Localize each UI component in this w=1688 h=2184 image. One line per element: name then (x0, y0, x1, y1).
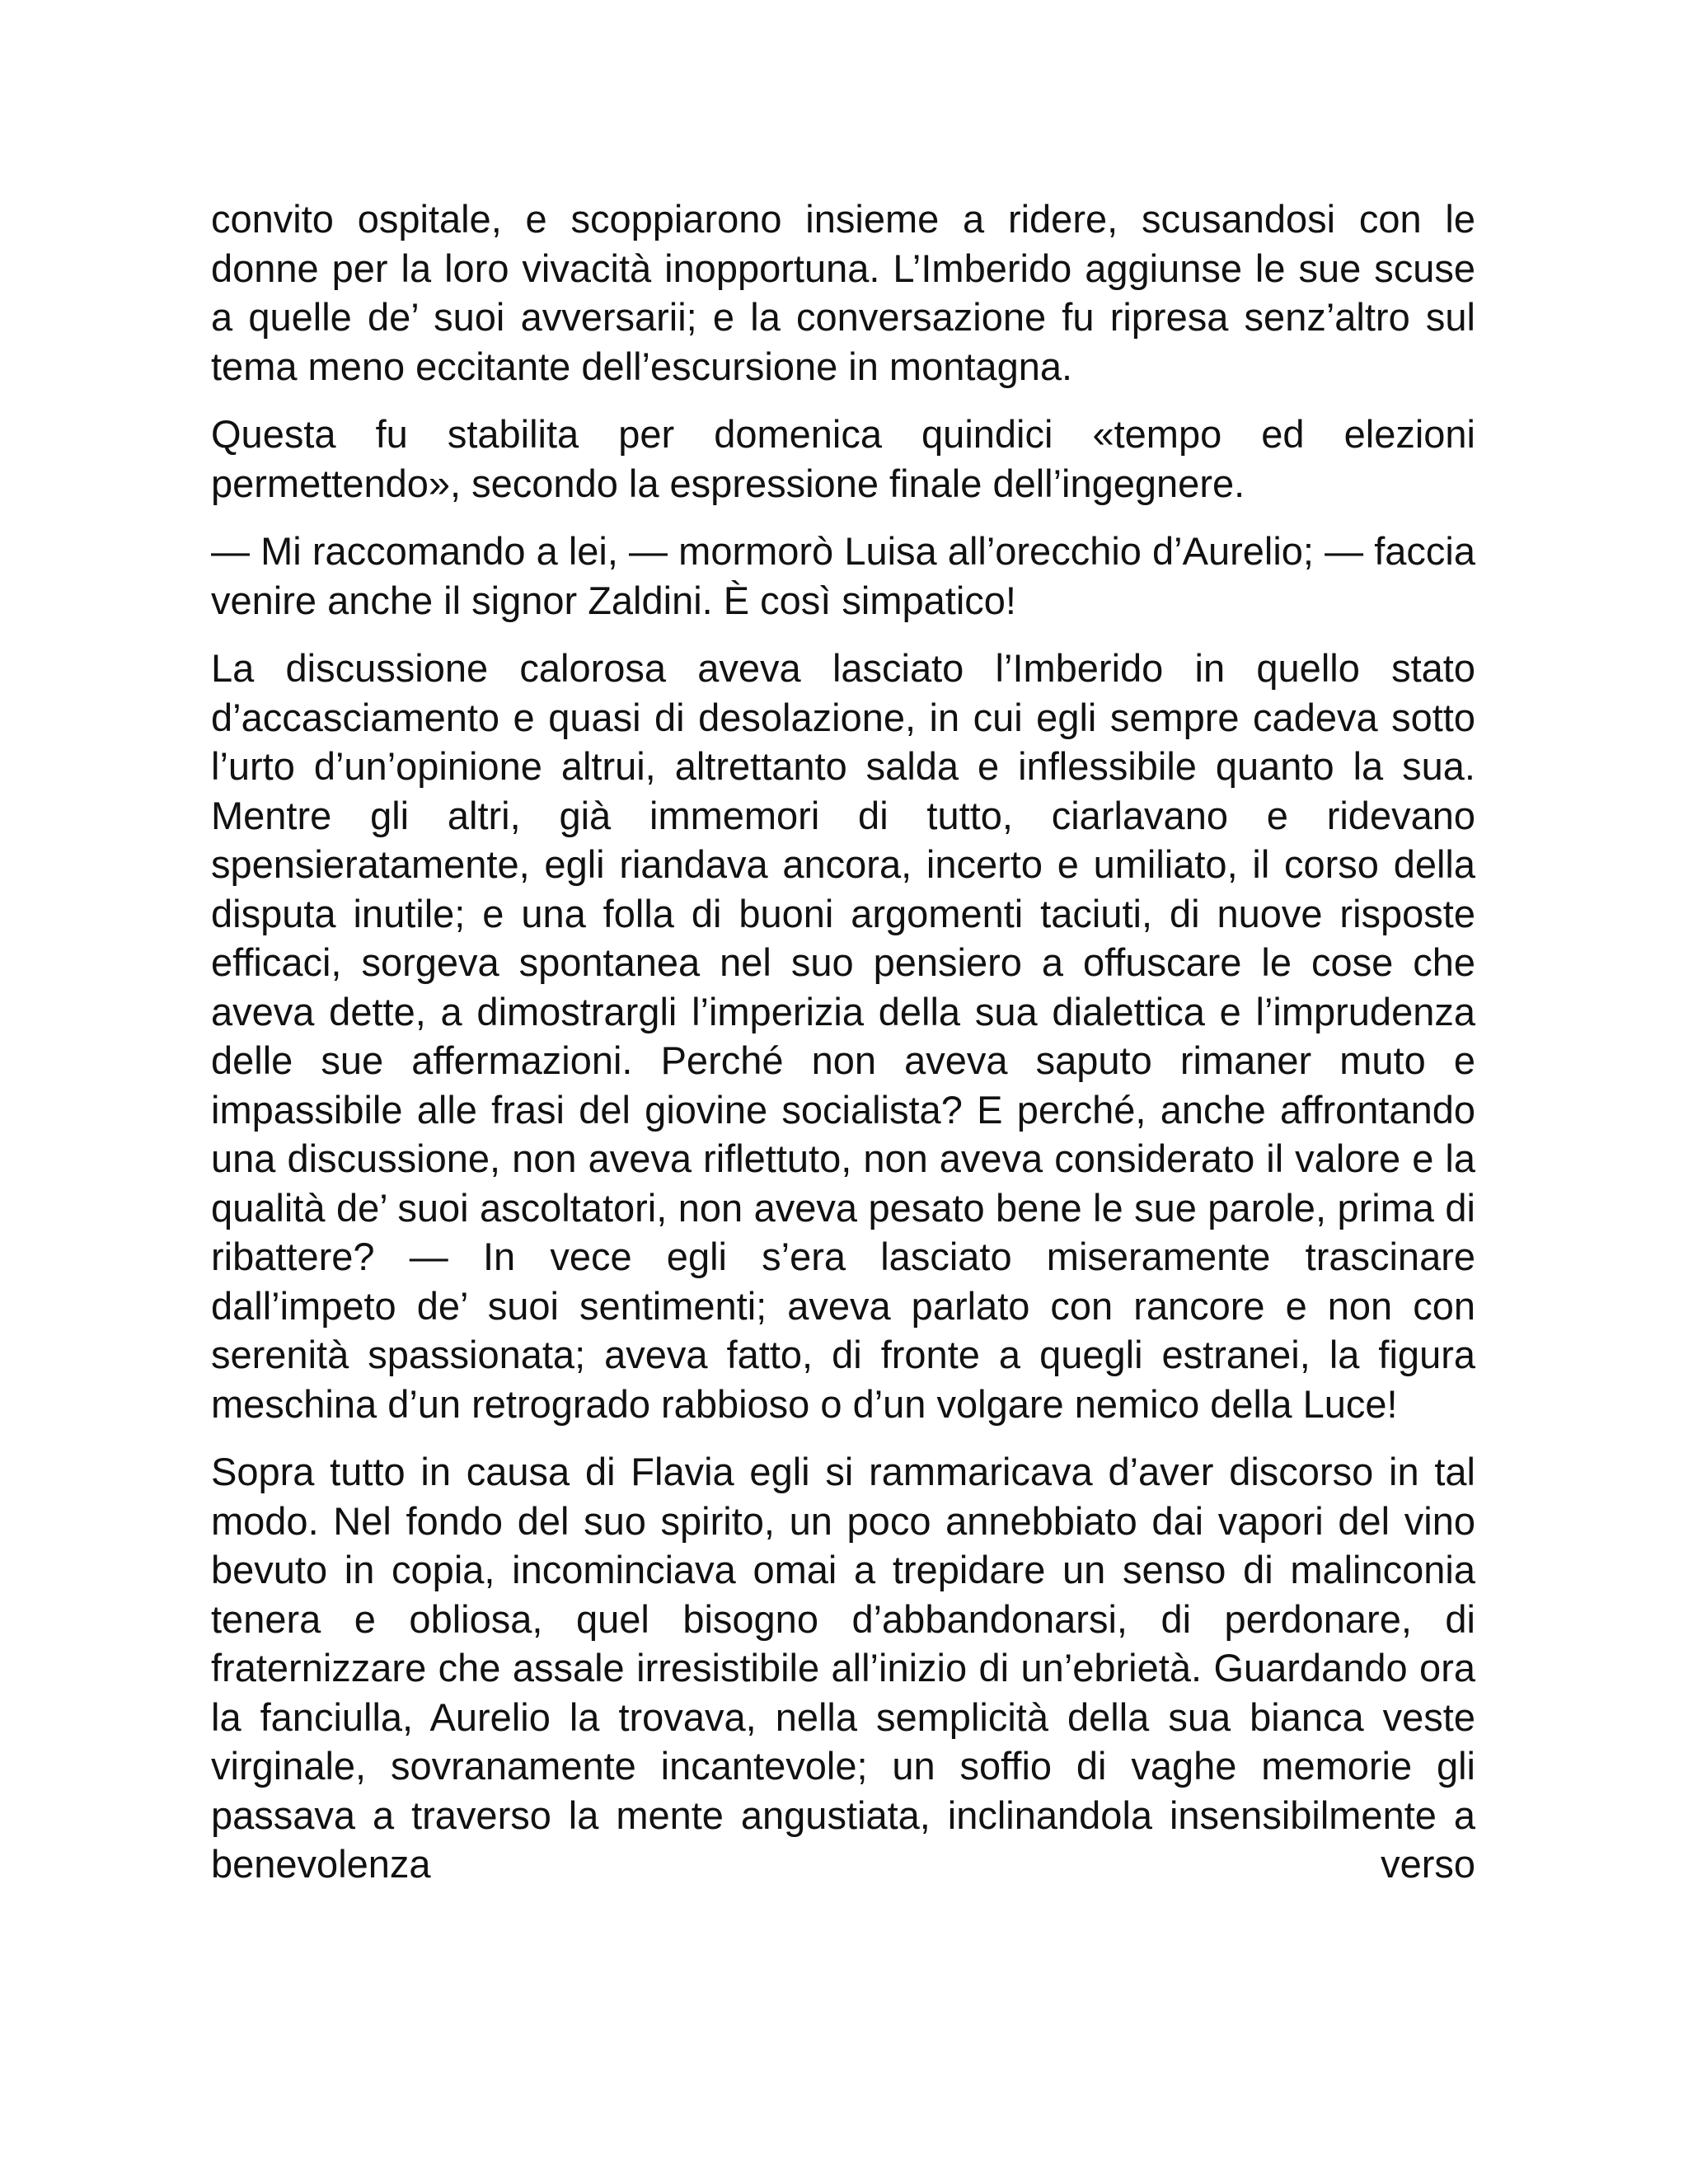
document-page (211, 194, 1475, 1908)
paragraph-1: convito ospitale, e scoppiarono insieme a ridere, scusandosi con le donne per la loro vivacità inopportuna. L’Imberido aggiunse le sue scuse a quelle de’ suoi avversarii; e la conversazione fu ripresa senz’altro sul tema meno eccitante dell’escursione in montagna. (211, 197, 1475, 388)
paragraph-4: La discussione calorosa aveva lasciato l’Imberido in quello stato d’accasciamento e quasi di desolazione, in cui egli sempre cadeva sotto l’urto d’un’opinione altrui, altrettanto salda e inflessibile quanto la sua. Mentre gli altri, già immemori di tutto, ciarlavano e ridevano spensieratamente, egli riandava ancora, incerto e umiliato, il corso della disputa inutile; e una folla di buoni argomenti taciuti, di nuove risposte efficaci, sorgeva spontanea nel suo pensiero a offuscare le cose che aveva dette, a dimostrargli l’imperizia della sua dialettica e l’imprudenza delle sue affermazioni. Perché non aveva saputo rimaner muto e impassibile alle frasi del giovine socialista? E perché, anche affrontando una discussione, non aveva riflettuto, non aveva considerato il valore e la qualità de’ suoi ascoltatori, non aveva pesato bene le sue parole, prima di ribattere? — In vece egli s’era lasciato miseramente trascinare dall’impeto de’ suoi sentimenti; aveva parlato con rancore e non con serenità spassionata; aveva fatto, di fronte a quegli estranei, la figura meschina d’un retrogrado rabbioso o d’un volgare nemico della Luce! (211, 646, 1475, 1426)
paragraph-3: — Mi raccomando a lei, — mormorò Luisa all’orecchio d’Aurelio; — faccia venire anche il signor Zaldini. È così simpatico! (211, 529, 1475, 622)
paragraph-5: Sopra tutto in causa di Flavia egli si rammaricava d’aver discorso in tal modo. Nel fondo del suo spirito, un poco annebbiato dai vapori del vino bevuto in copia, incominciava omai a trepidare un senso di malinconia tenera e obliosa, quel bisogno d’abbandonarsi, di perdonare, di fraternizzare che assale irresistibile all’inizio di un’ebrietà. Guardando ora la fanciulla, Aurelio la trovava, nella semplicità della sua bianca veste virginale, sovranamente incantevole; un soffio di vaghe memorie gli passava a traverso la mente angustiata, inclinandola insensibilmente a benevolenza verso (211, 1450, 1475, 1886)
paragraph-2: Questa fu stabilita per domenica quindici «tempo ed elezioni permettendo», secondo la espressione finale dell’ingegnere. (211, 412, 1475, 505)
